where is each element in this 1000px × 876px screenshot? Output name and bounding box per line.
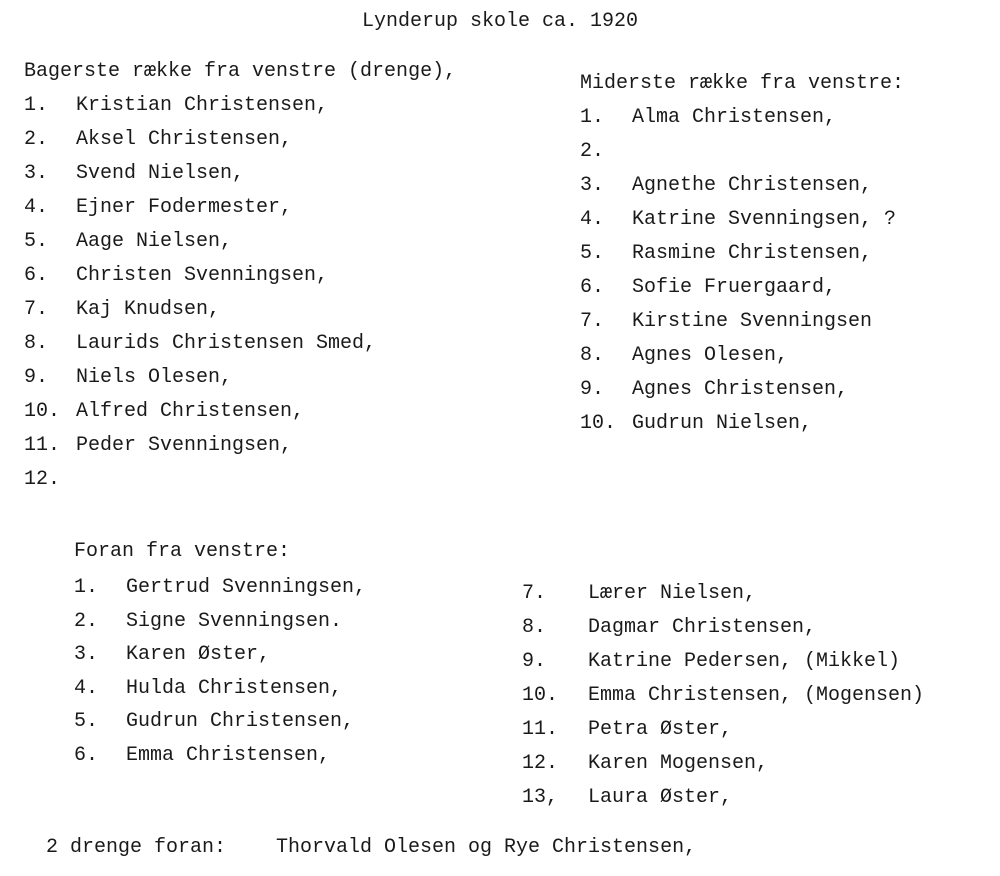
item-name: Kirstine Svenningsen xyxy=(632,310,873,333)
item-name: Aksel Christensen, xyxy=(76,128,293,151)
item-number: 2. xyxy=(74,609,99,633)
item-number: 10. xyxy=(24,400,61,423)
item-number: 11. xyxy=(24,434,61,457)
item-name: Lærer Nielsen, xyxy=(588,582,757,605)
item-number: 3. xyxy=(74,643,99,666)
item-number: 3. xyxy=(24,162,49,185)
list-item xyxy=(24,436,484,458)
boys-front-names: Thorvald Olesen og Rye Christensen, xyxy=(276,836,697,859)
item-name: Katrine Svenningsen, ? xyxy=(632,208,897,231)
list-item xyxy=(74,743,534,768)
item-number: 9. xyxy=(522,650,547,673)
page-title: Lynderup skole ca. 1920 xyxy=(361,10,639,33)
item-name: Agnethe Christensen, xyxy=(632,174,873,197)
item-name: Dagmar Christensen, xyxy=(588,616,817,639)
item-number: 9. xyxy=(580,378,605,401)
list-item xyxy=(24,164,484,186)
list-item xyxy=(74,609,534,634)
item-number: 5. xyxy=(580,242,605,265)
item-number: 5. xyxy=(24,230,49,253)
item-number: 4. xyxy=(74,676,99,700)
list-item xyxy=(24,96,484,118)
item-name: Hulda Christensen, xyxy=(126,676,343,700)
item-number: 10. xyxy=(522,684,559,707)
item-number: 5. xyxy=(74,710,99,733)
list-item xyxy=(580,278,1000,300)
list-item xyxy=(522,754,982,776)
item-number: 6. xyxy=(24,264,49,287)
list-item xyxy=(522,584,982,606)
item-name: Agnes Christensen, xyxy=(632,378,849,401)
front-row-heading: Foran fra venstre: xyxy=(74,540,291,563)
list-item xyxy=(522,788,982,810)
list-item xyxy=(580,312,1000,334)
item-number: 6. xyxy=(74,743,99,767)
list-item xyxy=(74,676,534,701)
list-item xyxy=(580,346,1000,368)
item-number: 1. xyxy=(24,94,49,117)
item-name: Aage Nielsen, xyxy=(76,230,233,253)
item-name: Laura Øster, xyxy=(588,786,733,809)
item-number: 8. xyxy=(522,616,547,639)
list-item xyxy=(24,470,484,492)
list-item xyxy=(24,368,484,390)
item-name: Signe Svenningsen. xyxy=(126,609,343,633)
item-name: Katrine Pedersen, (Mikkel) xyxy=(588,650,901,673)
item-number: 8. xyxy=(580,344,605,367)
item-name: Petra Øster, xyxy=(588,718,733,741)
list-item xyxy=(24,266,484,288)
list-item xyxy=(522,652,982,674)
item-number: 8. xyxy=(24,332,49,355)
item-number: 3. xyxy=(580,174,605,197)
list-item xyxy=(580,244,1000,266)
item-number: 4. xyxy=(580,208,605,231)
list-item xyxy=(580,176,1000,198)
boys-front-label: 2 drenge foran: xyxy=(46,836,227,859)
item-number: 13, xyxy=(522,786,559,809)
list-item xyxy=(580,380,1000,402)
item-name: Karen Øster, xyxy=(126,643,271,666)
list-item xyxy=(24,334,484,356)
item-number: 4. xyxy=(24,196,49,219)
item-number: 1. xyxy=(580,106,605,129)
item-name: Laurids Christensen Smed, xyxy=(76,332,377,355)
item-name: Alfred Christensen, xyxy=(76,400,305,423)
list-item xyxy=(24,300,484,322)
list-item xyxy=(580,108,1000,130)
list-item xyxy=(580,210,1000,232)
list-item xyxy=(580,414,1000,436)
item-number: 11. xyxy=(522,718,559,741)
item-number: 12. xyxy=(522,752,559,775)
list-item xyxy=(24,130,484,152)
list-item xyxy=(580,142,1000,164)
item-name: Rasmine Christensen, xyxy=(632,242,873,265)
back-row-heading: Bagerste række fra venstre (drenge), xyxy=(24,60,457,83)
item-name: Karen Mogensen, xyxy=(588,752,769,775)
item-number: 2. xyxy=(580,140,605,163)
item-name: Emma Christensen, xyxy=(126,743,331,767)
item-name: Emma Christensen, (Mogensen) xyxy=(588,684,925,707)
item-number: 7. xyxy=(24,298,49,321)
item-name: Sofie Fruergaard, xyxy=(632,276,837,299)
item-name: Gudrun Nielsen, xyxy=(632,412,813,435)
item-number: 6. xyxy=(580,276,605,299)
item-name: Niels Olesen, xyxy=(76,366,233,389)
item-number: 10. xyxy=(580,412,617,435)
item-name: Kaj Knudsen, xyxy=(76,298,221,321)
list-item xyxy=(522,618,982,640)
list-item xyxy=(522,720,982,742)
item-name: Gudrun Christensen, xyxy=(126,710,355,733)
list-item xyxy=(74,645,534,667)
item-number: 12. xyxy=(24,468,61,491)
list-item xyxy=(74,712,534,734)
list-item xyxy=(24,402,484,424)
middle-row-heading: Miderste række fra venstre: xyxy=(580,72,905,95)
item-number: 7. xyxy=(580,310,605,333)
list-item xyxy=(522,686,982,708)
list-item xyxy=(74,578,534,600)
item-number: 2. xyxy=(24,128,49,151)
item-number: 9. xyxy=(24,366,49,389)
item-name: Gertrud Svenningsen, xyxy=(126,576,367,599)
item-name: Kristian Christensen, xyxy=(76,94,329,117)
list-item xyxy=(24,198,484,220)
list-item xyxy=(24,232,484,254)
item-name: Peder Svenningsen, xyxy=(76,434,293,457)
item-name: Ejner Fodermester, xyxy=(76,196,293,219)
item-name: Christen Svenningsen, xyxy=(76,264,329,287)
item-number: 7. xyxy=(522,582,547,605)
item-name: Svend Nielsen, xyxy=(76,162,245,185)
item-number: 1. xyxy=(74,576,99,599)
item-name: Agnes Olesen, xyxy=(632,344,789,367)
item-name: Alma Christensen, xyxy=(632,106,837,129)
